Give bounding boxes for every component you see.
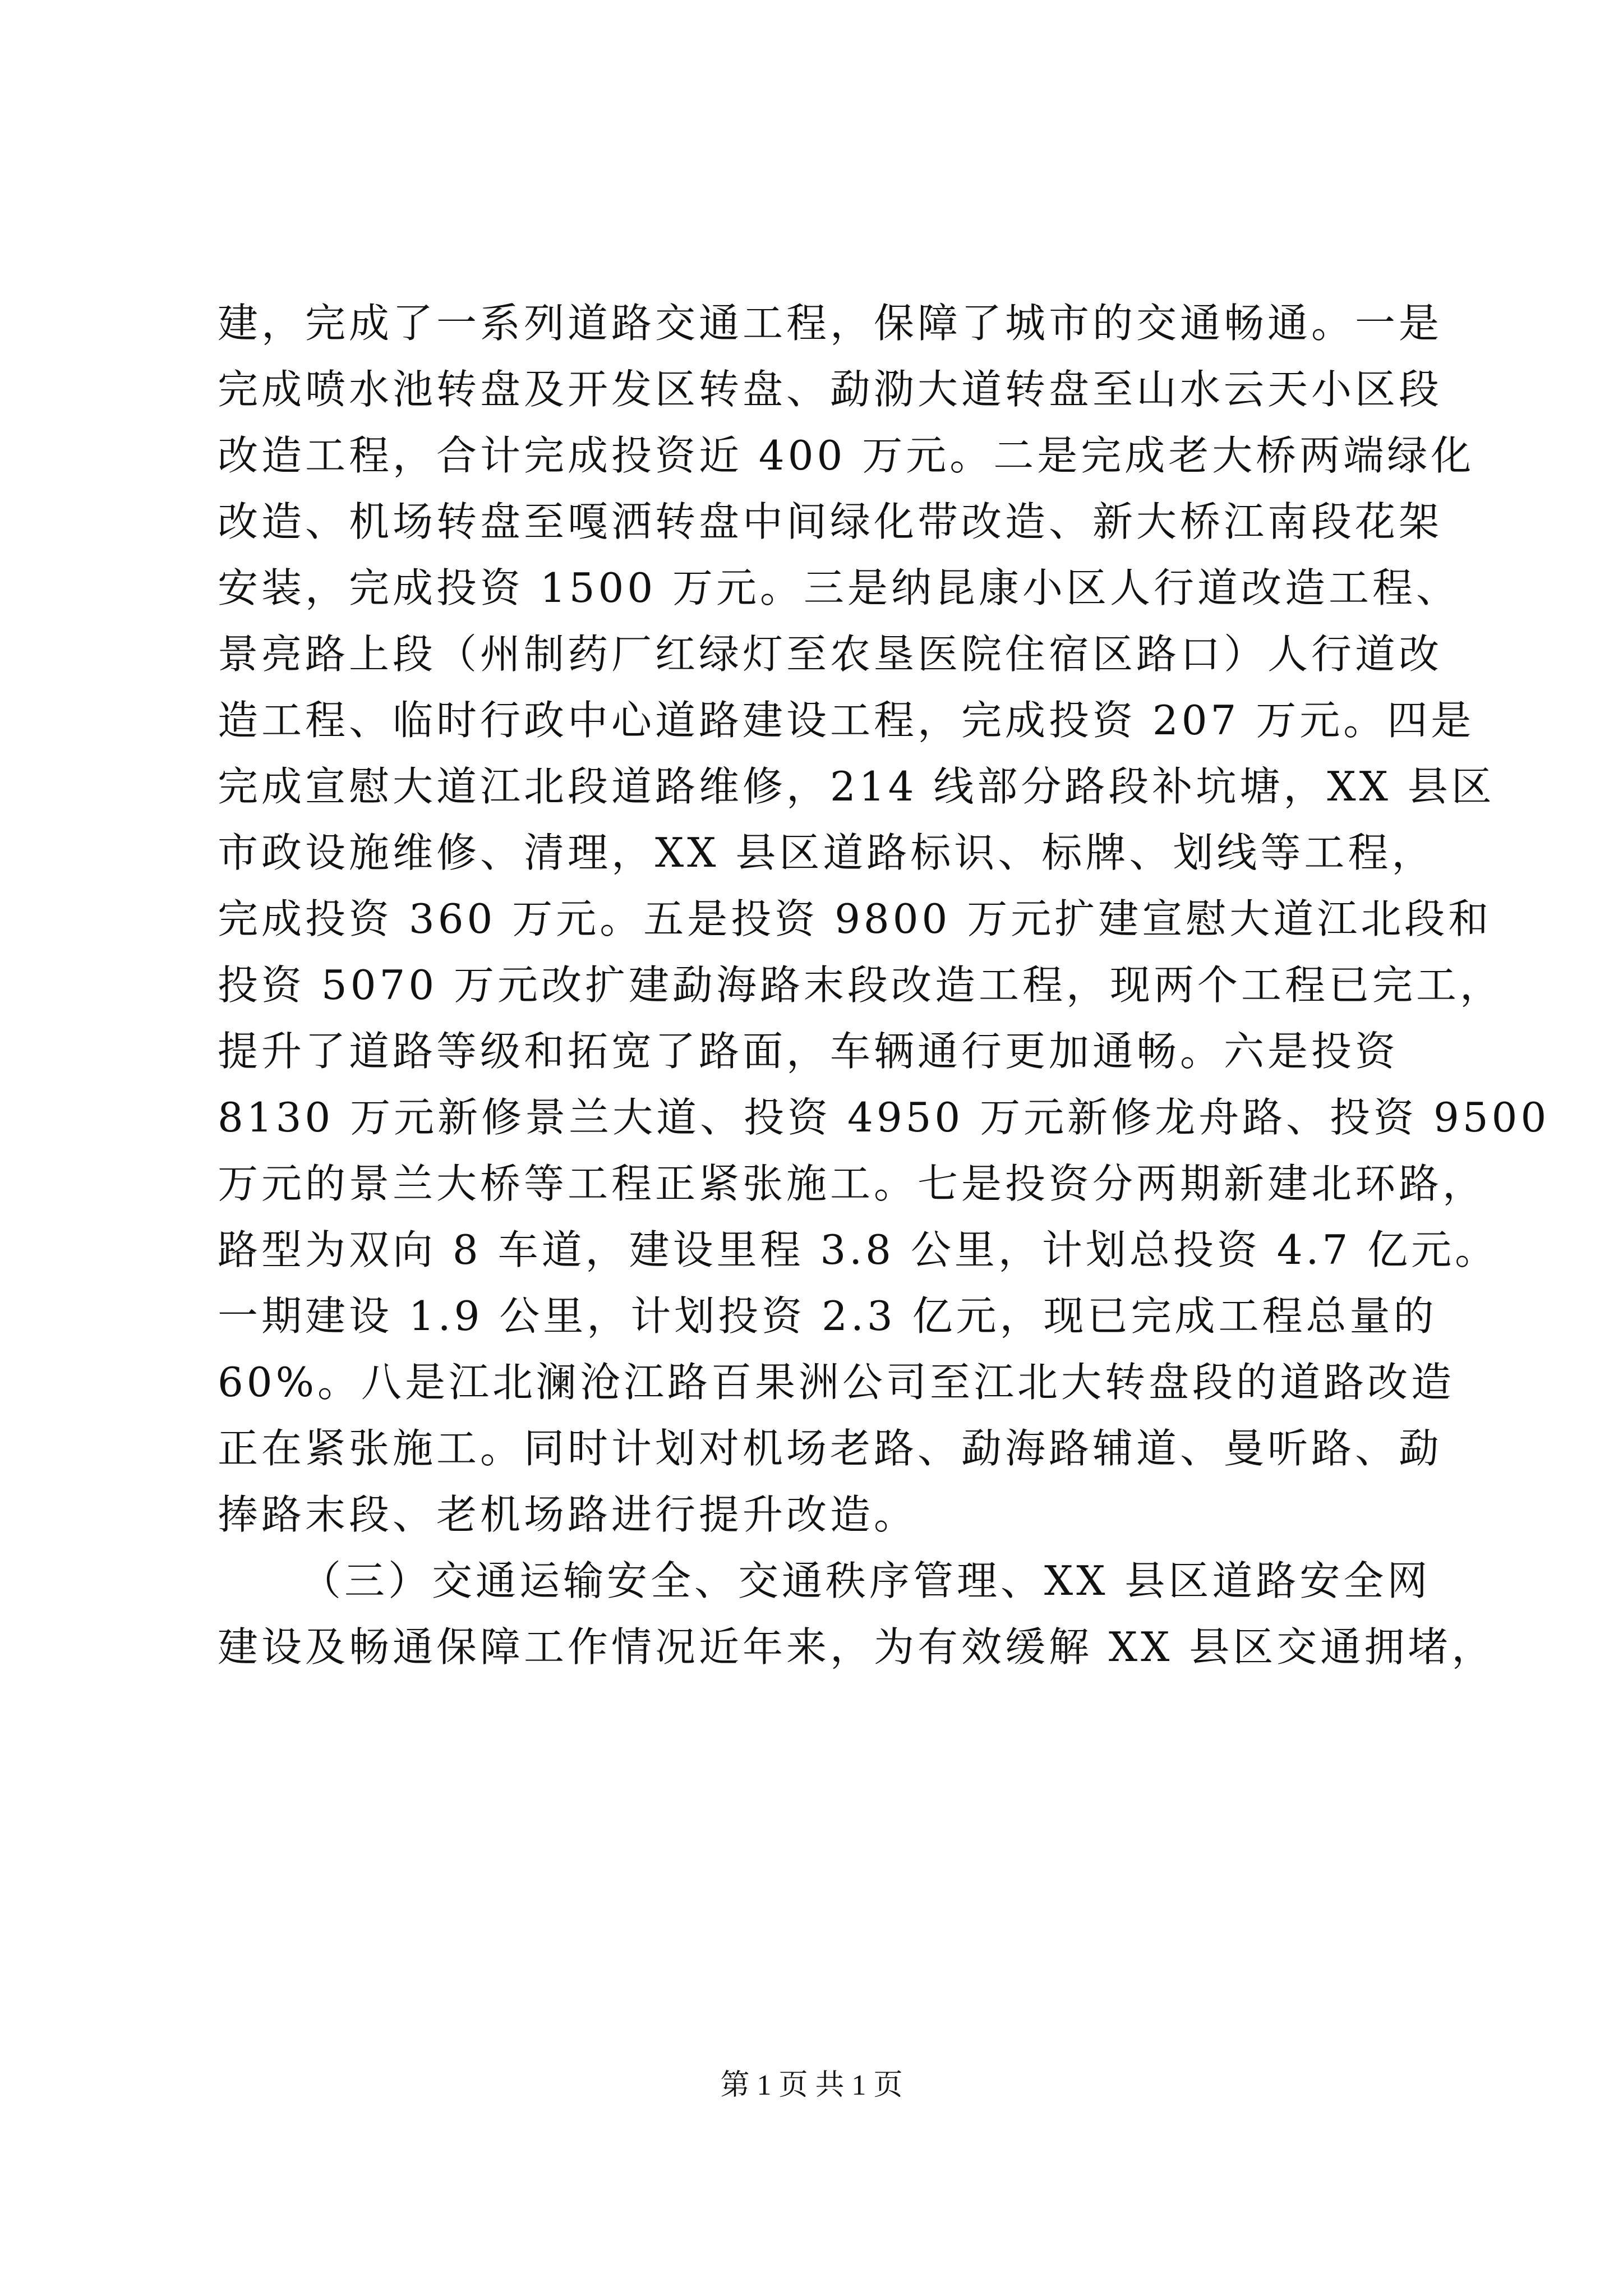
- text-line: 建设及畅通保障工作情况近年来，为有效缓解 XX 县区交通拥堵，: [218, 1623, 1496, 1671]
- text-line: 一期建设 1.9 公里，计划投资 2.3 亿元，现已完成工程总量的: [218, 1292, 1437, 1340]
- text-line: 改造工程，合计完成投资近 400 万元。二是完成老大桥两端绿化: [218, 432, 1475, 479]
- text-line: 万元的景兰大桥等工程正紧张施工。七是投资分两期新建北环路，: [218, 1160, 1487, 1207]
- text-line: 捧路末段、老机场路进行提升改造。: [218, 1491, 918, 1538]
- text-line: 景亮路上段（州制药厂红绿灯至农垦医院住宿区路口）人行道改: [218, 631, 1443, 678]
- text-line: 市政设施维修、清理，XX 县区道路标识、标牌、划线等工程，: [218, 829, 1436, 876]
- text-line: 安装，完成投资 1500 万元。三是纳昆康小区人行道改造工程、: [218, 564, 1460, 611]
- text-line: 造工程、临时行政中心道路建设工程，完成投资 207 万元。四是: [218, 697, 1475, 744]
- text-line: 完成宣慰大道江北段道路维修，214 线部分路段补坑塘，XX 县区: [218, 763, 1495, 810]
- text-line: 路型为双向 8 车道，建设里程 3.8 公里，计划总投资 4.7 亿元。: [218, 1226, 1499, 1273]
- text-line: 完成投资 360 万元。五是投资 9800 万元扩建宣慰大道江北段和: [218, 895, 1492, 942]
- text-line: 完成喷水池转盘及开发区转盘、勐泐大道转盘至山水云天小区段: [218, 366, 1443, 413]
- text-line: 正在紧张施工。同时计划对机场老路、勐海路辅道、曼听路、勐: [218, 1425, 1443, 1472]
- body-text: [218, 300, 1550, 1693]
- text-line: 提升了道路等级和拓宽了路面，车辆通行更加通畅。六是投资: [218, 1028, 1399, 1075]
- text-line: 投资 5070 万元改扩建勐海路末段改造工程，现两个工程已完工，: [218, 961, 1504, 1009]
- text-line: 建，完成了一系列道路交通工程，保障了城市的交通畅通。一是: [218, 300, 1443, 347]
- text-line: 改造、机场转盘至嘎洒转盘中间绿化带改造、新大桥江南段花架: [218, 498, 1443, 545]
- section-heading-line: （三）交通运输安全、交通秩序管理、XX 县区道路安全网: [301, 1557, 1431, 1604]
- text-line: 8130 万元新修景兰大道、投资 4950 万元新修龙舟路、投资 9500: [218, 1094, 1550, 1141]
- page-number-footer: 第 1 页 共 1 页: [720, 2069, 903, 2101]
- text-line: 60%。八是江北澜沧江路百果洲公司至江北大转盘段的道路改造: [218, 1359, 1455, 1406]
